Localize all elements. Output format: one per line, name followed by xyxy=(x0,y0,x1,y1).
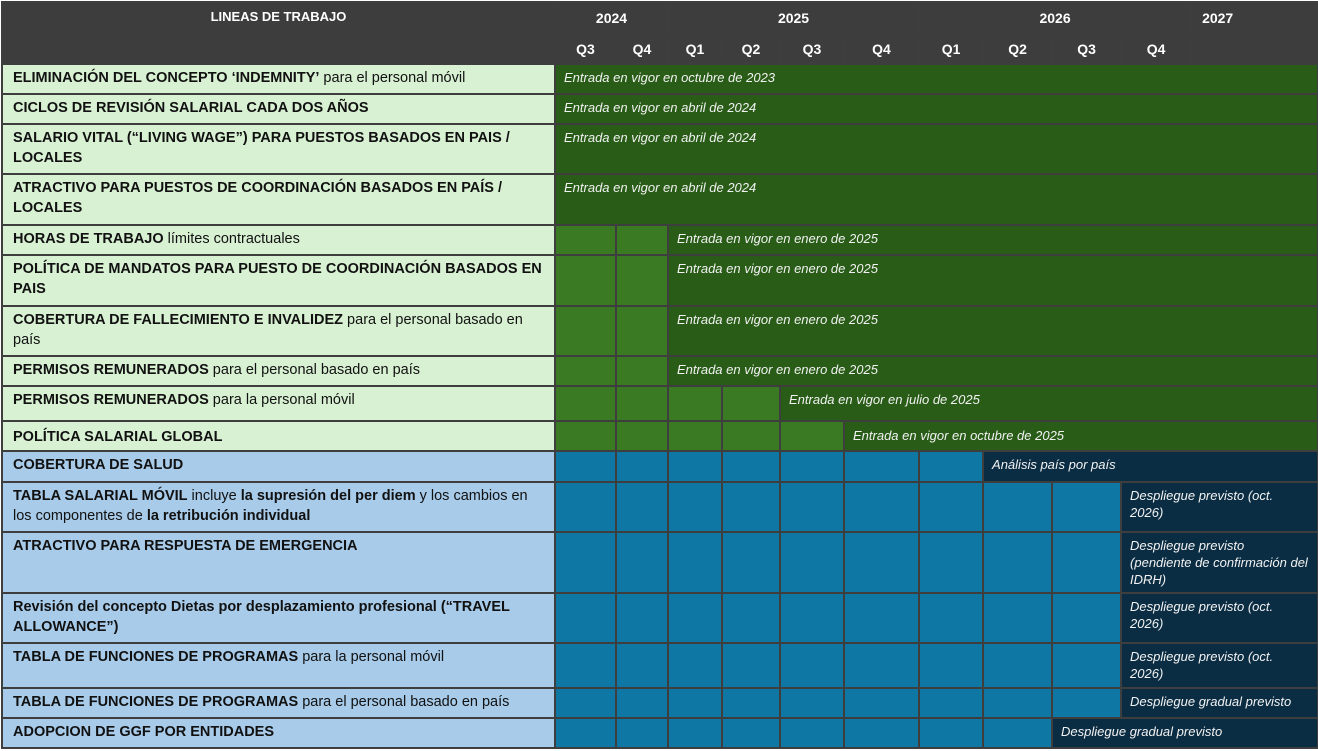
quarter-cell xyxy=(1052,643,1121,688)
quarter-cell xyxy=(555,643,616,688)
status-cell: Despliegue previsto (oct. 2026) xyxy=(1121,593,1318,643)
row-label-bold: COBERTURA DE FALLECIMIENTO E INVALIDEZ xyxy=(13,312,344,328)
quarter-cell xyxy=(555,421,616,451)
row-label xyxy=(2,174,555,225)
roadmap-table xyxy=(1,1,1318,749)
quarter-cell xyxy=(668,532,722,593)
row-label-text: para el personal basado en país xyxy=(13,312,523,348)
quarter-cell xyxy=(722,593,780,643)
quarter-cell xyxy=(780,688,844,718)
quarter-cell xyxy=(780,643,844,688)
row-label xyxy=(2,255,555,306)
row-label-bold: TABLA DE FUNCIONES DE PROGRAMAS xyxy=(13,649,299,665)
table-row xyxy=(2,718,1318,748)
quarter-cell xyxy=(983,688,1052,718)
row-label-bold: PERMISOS REMUNERADOS xyxy=(13,362,209,378)
quarter-header: Q3 xyxy=(1052,34,1121,64)
status-cell: Entrada en vigor en abril de 2024 xyxy=(555,124,1318,174)
row-label-bold: TABLA DE FUNCIONES DE PROGRAMAS xyxy=(13,694,299,710)
quarter-cell xyxy=(780,718,844,748)
row-label xyxy=(2,94,555,124)
table-row xyxy=(2,356,1318,386)
quarter-cell xyxy=(780,482,844,532)
quarter-cell xyxy=(616,386,668,421)
table-row xyxy=(2,643,1318,688)
quarter-cell xyxy=(555,225,616,255)
quarter-header: Q2 xyxy=(722,34,780,64)
quarter-cell xyxy=(555,718,616,748)
status-cell: Entrada en vigor en enero de 2025 xyxy=(668,306,1318,356)
quarter-cell xyxy=(616,482,668,532)
row-label xyxy=(2,532,555,593)
table-row xyxy=(2,482,1318,532)
row-label-bold: POLÍTICA DE MANDATOS PARA PUESTO DE COORDINACIÓN BASADOS EN PAIS xyxy=(13,261,542,297)
quarter-header: Q1 xyxy=(919,34,983,64)
quarter-cell xyxy=(722,482,780,532)
year-2026: 2026 xyxy=(919,2,1191,34)
status-cell: Entrada en vigor en julio de 2025 xyxy=(780,386,1318,421)
quarter-cell xyxy=(616,451,668,482)
row-label xyxy=(2,688,555,718)
row-label xyxy=(2,482,555,532)
quarter-cell xyxy=(919,688,983,718)
row-label-text: incluye xyxy=(187,488,241,504)
quarter-cell xyxy=(844,688,919,718)
quarter-cell xyxy=(983,482,1052,532)
quarter-cell xyxy=(919,532,983,593)
row-label xyxy=(2,64,555,94)
row-label xyxy=(2,386,555,421)
year-2025: 2025 xyxy=(668,2,919,34)
quarter-cell xyxy=(668,718,722,748)
quarter-cell xyxy=(555,255,616,306)
quarter-cell xyxy=(668,593,722,643)
quarter-cell xyxy=(616,356,668,386)
year-2024: 2024 xyxy=(555,2,668,34)
quarter-cell xyxy=(668,421,722,451)
row-label-text: para el personal basado en país xyxy=(298,694,510,710)
quarter-cell xyxy=(668,688,722,718)
table-row xyxy=(2,451,1318,482)
quarter-cell xyxy=(616,688,668,718)
row-label-text: límites contractuales xyxy=(163,231,300,247)
quarter-header: Q1 xyxy=(668,34,722,64)
table-row xyxy=(2,64,1318,94)
row-label xyxy=(2,593,555,643)
table-row xyxy=(2,255,1318,306)
row-label-bold: COBERTURA DE SALUD xyxy=(13,457,184,473)
status-cell: Análisis país por país xyxy=(983,451,1318,482)
table-row xyxy=(2,124,1318,174)
quarter-cell xyxy=(555,593,616,643)
quarter-cell xyxy=(722,532,780,593)
row-label-bold: PERMISOS REMUNERADOS xyxy=(13,392,209,408)
quarter-header: Q4 xyxy=(844,34,919,64)
quarter-cell xyxy=(844,482,919,532)
quarter-cell xyxy=(555,482,616,532)
quarter-cell xyxy=(668,482,722,532)
quarter-cell xyxy=(555,688,616,718)
status-cell: Entrada en vigor en abril de 2024 xyxy=(555,174,1318,225)
quarter-cell xyxy=(722,718,780,748)
status-cell: Entrada en vigor en octubre de 2025 xyxy=(844,421,1318,451)
table-row xyxy=(2,593,1318,643)
quarter-cell xyxy=(555,386,616,421)
row-label-text: y los cambios en los componentes de xyxy=(13,488,528,524)
table-row xyxy=(2,225,1318,255)
quarter-cell xyxy=(668,643,722,688)
quarter-cell xyxy=(616,421,668,451)
status-cell: Despliegue previsto (pendiente de confirmación del IDRH) xyxy=(1121,532,1318,593)
quarter-header: Q4 xyxy=(1121,34,1191,64)
row-label-bold: la retribución individual xyxy=(146,508,311,524)
quarter-header: Q3 xyxy=(780,34,844,64)
quarter-cell xyxy=(780,451,844,482)
quarter-cell xyxy=(844,532,919,593)
status-cell: Despliegue gradual previsto xyxy=(1052,718,1318,748)
row-label xyxy=(2,643,555,688)
table-row xyxy=(2,386,1318,421)
quarter-cell xyxy=(780,593,844,643)
quarter-cell xyxy=(668,386,722,421)
quarter-cell xyxy=(722,451,780,482)
row-label-bold: la supresión del per diem xyxy=(240,488,416,504)
quarter-cell xyxy=(780,532,844,593)
status-cell: Despliegue gradual previsto xyxy=(1121,688,1318,718)
header-title: LINEAS DE TRABAJO xyxy=(2,2,555,64)
quarter-header: Q3 xyxy=(555,34,616,64)
quarter-cell xyxy=(983,593,1052,643)
quarter-cell xyxy=(616,593,668,643)
quarter-cell xyxy=(844,593,919,643)
status-cell: Entrada en vigor en enero de 2025 xyxy=(668,356,1318,386)
table-row xyxy=(2,532,1318,593)
row-label-bold: SALARIO VITAL (“LIVING WAGE”) PARA PUESTOS BASADOS EN PAIS / LOCALES xyxy=(13,130,510,166)
quarter-cell xyxy=(983,532,1052,593)
row-label xyxy=(2,225,555,255)
status-cell: Entrada en vigor en enero de 2025 xyxy=(668,225,1318,255)
quarter-cell xyxy=(780,421,844,451)
quarter-cell xyxy=(668,451,722,482)
quarter-cell xyxy=(844,643,919,688)
quarter-header: Q2 xyxy=(983,34,1052,64)
row-label xyxy=(2,421,555,451)
quarter-cell xyxy=(919,451,983,482)
row-label-text: para el personal basado en país xyxy=(208,362,420,378)
row-label xyxy=(2,718,555,748)
row-label-bold: CICLOS DE REVISIÓN SALARIAL CADA DOS AÑOS xyxy=(13,100,369,116)
row-label-bold: ATRACTIVO PARA PUESTOS DE COORDINACIÓN BASADOS EN PAÍS / LOCALES xyxy=(13,180,503,216)
status-cell: Despliegue previsto (oct. 2026) xyxy=(1121,482,1318,532)
quarter-cell xyxy=(722,643,780,688)
quarter-cell xyxy=(555,356,616,386)
row-label-bold: POLÍTICA SALARIAL GLOBAL xyxy=(13,429,223,445)
row-label xyxy=(2,356,555,386)
row-label-bold: TABLA SALARIAL MÓVIL xyxy=(13,488,188,504)
quarter-cell xyxy=(1052,482,1121,532)
quarter-cell xyxy=(919,718,983,748)
quarter-cell xyxy=(722,386,780,421)
quarter-cell xyxy=(1052,593,1121,643)
row-label-text: para la personal móvil xyxy=(298,649,445,665)
table-row xyxy=(2,306,1318,356)
table-row xyxy=(2,94,1318,124)
status-cell: Entrada en vigor en abril de 2024 xyxy=(555,94,1318,124)
row-label xyxy=(2,451,555,482)
row-label xyxy=(2,124,555,174)
quarter-cell xyxy=(616,532,668,593)
quarter-cell xyxy=(722,421,780,451)
row-label-text: para el personal móvil xyxy=(319,70,466,86)
quarter-cell xyxy=(722,688,780,718)
quarter-cell xyxy=(844,718,919,748)
quarter-cell xyxy=(555,532,616,593)
row-label-bold: ATRACTIVO PARA RESPUESTA DE EMERGENCIA xyxy=(13,538,358,554)
quarter-cell xyxy=(616,225,668,255)
quarter-header: Q4 xyxy=(616,34,668,64)
status-cell: Despliegue previsto (oct. 2026) xyxy=(1121,643,1318,688)
table-row xyxy=(2,174,1318,225)
quarter-cell xyxy=(983,643,1052,688)
quarter-cell xyxy=(1052,532,1121,593)
quarter-cell xyxy=(1052,688,1121,718)
row-label-bold: ADOPCION DE GGF POR ENTIDADES xyxy=(13,724,275,740)
quarter-cell xyxy=(919,593,983,643)
table-row xyxy=(2,421,1318,451)
status-cell: Entrada en vigor en enero de 2025 xyxy=(668,255,1318,306)
year-2027: 2027 xyxy=(1191,2,1318,34)
quarter-cell xyxy=(616,306,668,356)
row-label-text: para la personal móvil xyxy=(208,392,355,408)
quarter-cell xyxy=(616,643,668,688)
quarter-cell xyxy=(919,482,983,532)
status-cell: Entrada en vigor en octubre de 2023 xyxy=(555,64,1318,94)
row-label-bold: Revisión del concepto Dietas por desplazamiento profesional (“TRAVEL ALLOWANCE”) xyxy=(13,599,510,635)
quarter-cell xyxy=(983,718,1052,748)
quarter-cell xyxy=(555,306,616,356)
quarter-cell xyxy=(844,451,919,482)
row-label-bold: ELIMINACIÓN DEL CONCEPTO ‘INDEMNITY’ xyxy=(13,70,320,86)
quarter-cell xyxy=(616,718,668,748)
row-label-bold: HORAS DE TRABAJO xyxy=(13,231,164,247)
quarter-cell xyxy=(555,451,616,482)
quarter-cell xyxy=(919,643,983,688)
table-row xyxy=(2,688,1318,718)
quarter-header-empty xyxy=(1191,34,1318,64)
quarter-cell xyxy=(616,255,668,306)
row-label xyxy=(2,306,555,356)
